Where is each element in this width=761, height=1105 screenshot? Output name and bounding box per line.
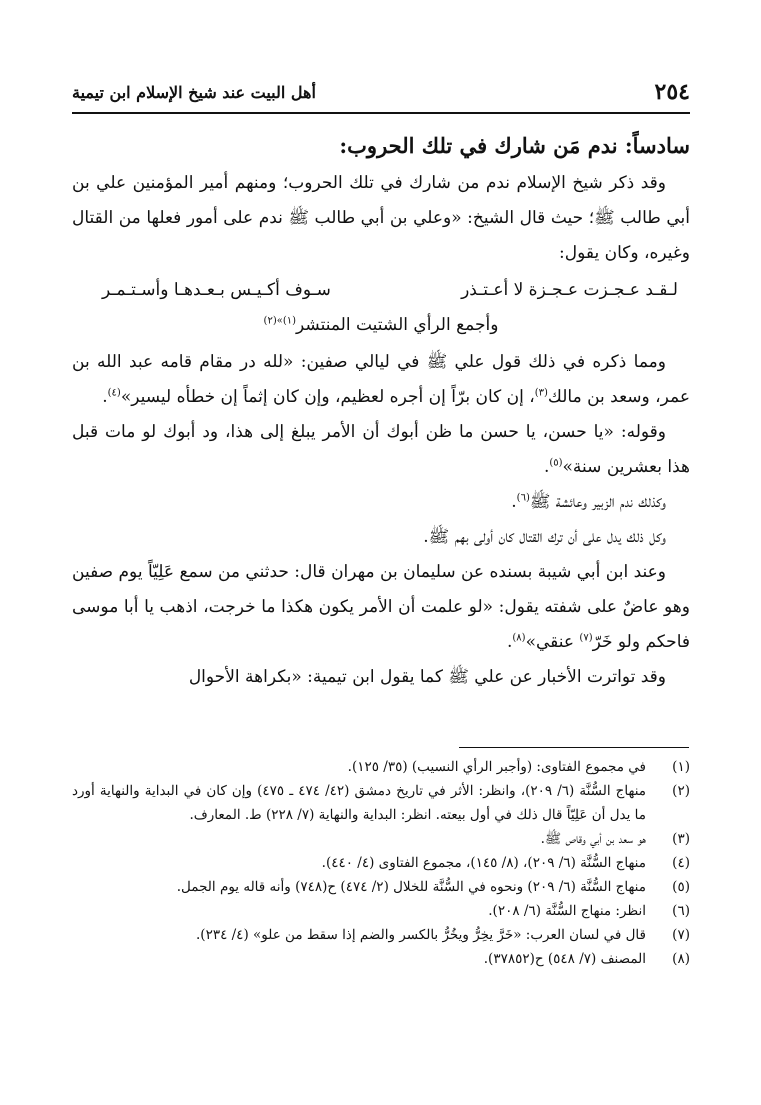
page-number: ٢٥٤	[654, 79, 690, 105]
paragraph-1: وقد ذكر شيخ الإسلام ندم من شارك في تلك الحروب؛ ومنهم أمير المؤمنين علي بن أبي طالب ﷺ؛ حيث قال الشيخ: «وعلي بن أبي طالب ﷺ ندم على أمور فعلها من القتال وغيره، وكان يقول:	[72, 173, 690, 263]
paragraph-5: وكل ذلك يدل على أن ترك القتال كان أولى بهم ﷺ.	[423, 527, 666, 547]
footnote-text: منهاج السُّنَّة (٦/ ٢٠٩)، وانظر: الأثر في تاريخ دمشق (٤٢/ ٤٧٤ ـ ٤٧٥) وإن كان في البداية والنهاية أورد ما يدل أن عَلِيّاً قال ذلك في أول بيعته. انظر: البداية والنهاية (٧/ ٢٢٨) ط. المعارف.	[72, 783, 646, 823]
footnote-ref[interactable]: (٣)	[534, 387, 548, 399]
running-title: أهل البيت عند شيخ الإسلام ابن تيمية	[72, 82, 316, 102]
footnote-number: (٧)	[672, 927, 690, 943]
footnote-number: (٣)	[672, 831, 690, 847]
poem	[72, 273, 690, 343]
poem-line-2-text: وأجمع الرأي الشتيت المنتشر	[296, 315, 499, 335]
section-heading: سادساً: ندم مَن شارك في تلك الحروب:	[339, 133, 690, 158]
footnote-2	[72, 779, 690, 827]
main-text	[72, 124, 690, 695]
footnote-ref[interactable]: (٧)	[579, 632, 593, 644]
poem-line-2	[72, 308, 690, 343]
footnote-number: (١)	[672, 759, 690, 775]
paragraph-2-cont: ، إن كان برّاً إن أجره لعظيم، وإن كان إثماً إن خطأه ليسير»	[120, 387, 535, 407]
footnote-ref[interactable]: (٦)	[516, 492, 530, 504]
footnote-text: في مجموع الفتاوى: (وأجبر الرأي النسيب) (٣٥/ ١٢٥).	[347, 759, 646, 775]
paragraph-4-text: وكذلك ندم الزبير وعائشة ﷺ	[529, 492, 666, 512]
footnote-separator	[459, 747, 689, 748]
footnote-ref[interactable]: (٤)	[107, 387, 121, 399]
footnote-number: (٤)	[672, 855, 690, 871]
poem-hemistich-1: لـقـد عـجـزت عـجـزة لا أعـتـذر	[461, 280, 678, 300]
paragraph-3-text: وقوله: «يا حسن، يا حسن ما ظن أبوك أن الأمر يبلغ إلى هذا، ود أبوك لو مات قبل هذا بعشرين سنة»	[72, 422, 690, 477]
footnote-6	[72, 899, 690, 923]
paragraph-4: وكذلك ندم الزبير وعائشة ﷺ$^{(٦)}$.	[511, 492, 666, 512]
poem-line-1	[72, 273, 690, 308]
footnote-text: منهاج السُّنَّة (٦/ ٢٠٩) ونحوه في السُّنَّة للخلال (٢/ ٤٧٤) ح(٧٤٨) وأنه قاله يوم الجمل.	[176, 879, 646, 895]
footnote-1	[72, 755, 690, 779]
footnote-ref[interactable]: (٨)	[512, 632, 526, 644]
footnote-number: (٥)	[672, 879, 690, 895]
paragraph-7: وقد تواترت الأخبار عن علي ﷺ كما يقول ابن تيمية: «بكراهة الأحوال	[188, 667, 666, 687]
footnote-5	[72, 875, 690, 899]
paragraph-6: وعند ابن أبي شيبة بسنده عن سليمان بن مهران قال: حدثني من سمع عَلِيّاً يوم صفين وهو عاضٌ على شفته يقول: «لو علمت أن الأمر يكون هكذا ما خرجت، اذهب يا أبا موسى فاحكم ولو خَرّ$^{(٧)}$ عنقي»$^{(٨)}$.	[72, 562, 690, 652]
footnote-7	[72, 923, 690, 947]
paragraph-6-text: وعند ابن أبي شيبة بسنده عن سليمان بن مهران قال: حدثني من سمع عَلِيّاً يوم صفين وهو عاضٌ على شفته يقول: «لو علمت أن الأمر يكون هكذا ما خرجت، اذهب يا أبا موسى فاحكم ولو خَرّ	[72, 562, 690, 652]
footnote-text: المصنف (٧/ ٥٤٨) ح(٣٧٨٥٢).	[483, 951, 646, 967]
footnote-text: قال في لسان العرب: «خَرَّ يخِرُّ ويخُرُّ بالكسر والضم إذا سقط من علو» (٤/ ٢٣٤).	[196, 927, 646, 943]
footnote-number: (٢)	[672, 783, 690, 799]
footnote-text: انظر: منهاج السُّنَّة (٦/ ٢٠٨).	[488, 903, 646, 919]
footnote-number: (٦)	[672, 903, 690, 919]
paragraph-2-text: ومما ذكره في ذلك قول علي ﷺ في ليالي صفين: «لله در مقام قامه عبد الله بن عمر، وسعد بن مالك	[72, 352, 690, 407]
paragraph-6-cont: عنقي»	[525, 632, 580, 652]
footnote-number: (٨)	[672, 951, 690, 967]
paragraph-3: وقوله: «يا حسن، يا حسن ما ظن أبوك أن الأمر يبلغ إلى هذا، ود أبوك لو مات قبل هذا بعشرين سنة»$^{(٥)}$.	[72, 422, 690, 477]
paragraph-2: ومما ذكره في ذلك قول علي ﷺ في ليالي صفين: «لله در مقام قامه عبد الله بن عمر، وسعد بن مالك$^{(٣)}$، إن كان برّاً إن أجره لعظيم، وإن كان إثماً إن خطأه ليسير»$^{(٤)}$.	[72, 352, 690, 407]
footnote-4	[72, 851, 690, 875]
footnote-text: منهاج السُّنَّة (٦/ ٢٠٩)، (٨/ ١٤٥)، مجموع الفتاوى (٤/ ٤٤٠).	[321, 855, 646, 871]
footnote-ref[interactable]: (٥)	[549, 457, 563, 469]
footnotes	[72, 755, 690, 971]
footnote-ref[interactable]: (١)»(٢)	[263, 315, 297, 327]
footnote-3	[72, 827, 690, 851]
footnote-text: هو سعد بن أبي وقاص ﷺ.	[540, 831, 646, 847]
poem-hemistich-2: سـوف أكـيـس بـعـدهـا وأسـتـمـر	[102, 280, 331, 300]
running-header	[72, 72, 690, 114]
footnote-8	[72, 947, 690, 971]
